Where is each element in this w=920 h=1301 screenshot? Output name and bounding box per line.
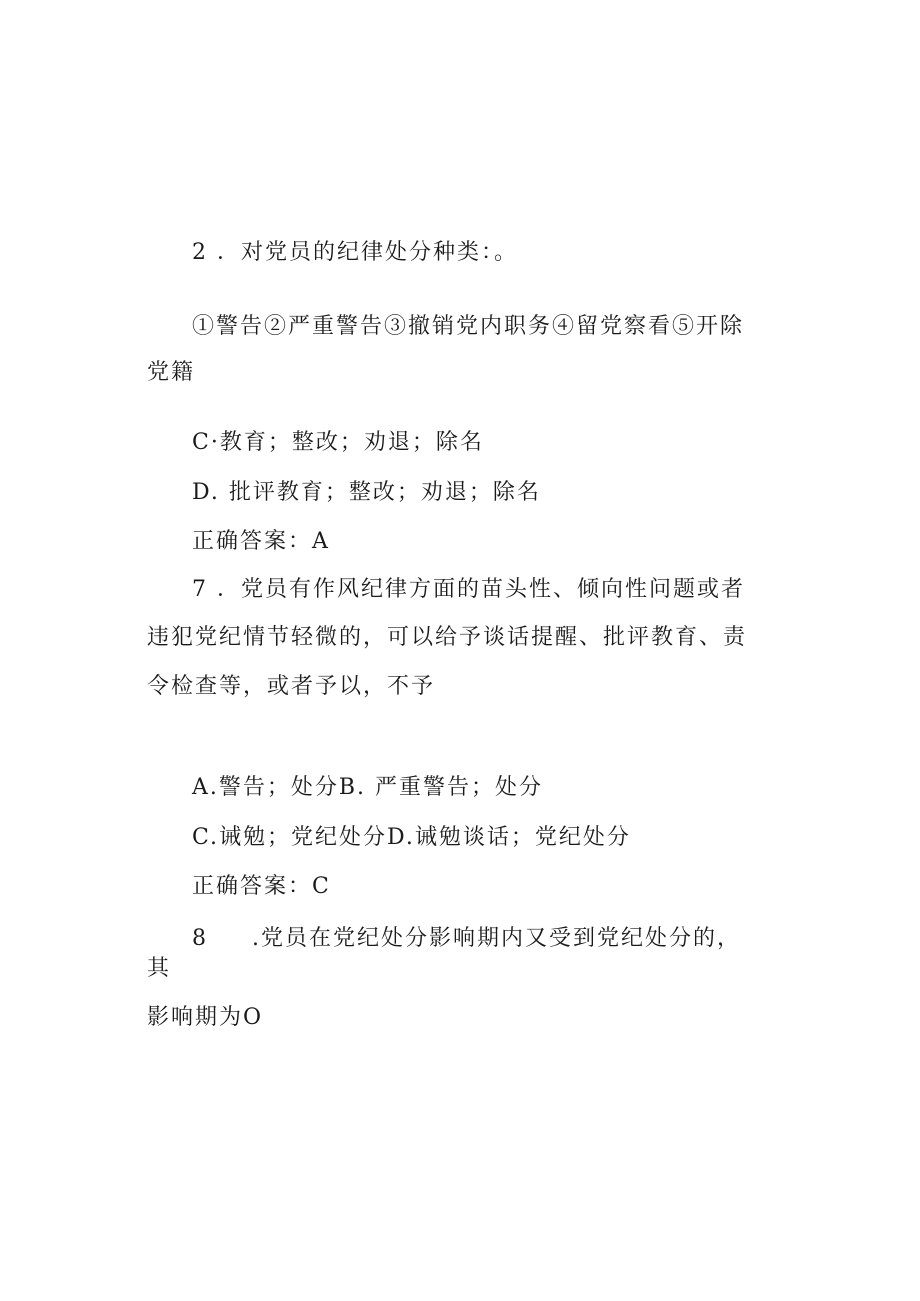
question-8-stem-wrap: 其 bbox=[147, 956, 172, 981]
question-2-option-list-continued: 党籍 bbox=[147, 360, 196, 385]
question-number: 8 bbox=[192, 926, 208, 951]
question-7-stem-line-3: 令检查等，或者予以，不予 bbox=[147, 674, 436, 699]
question-8-stem bbox=[192, 924, 741, 954]
question-7-stem: 7 ．党员有作风纪律方面的苗头性、倾向性问题或者 bbox=[192, 577, 745, 602]
question-option-d: D. 批评教育；整改；劝退；除名 bbox=[192, 480, 541, 505]
answer-line: 正确答案：A bbox=[192, 529, 330, 554]
question-8-stem-text: .党员在党纪处分影响期内又受到党纪处分的， bbox=[252, 926, 741, 951]
question-8-stem-line-2: 影响期为O bbox=[147, 1005, 264, 1030]
question-2-stem: 2 ．对党员的纪律处分种类：。 bbox=[192, 240, 518, 265]
question-option-c: C·教育；整改；劝退；除名 bbox=[192, 430, 484, 455]
question-7-options-cd: C.诫勉；党纪处分D.诫勉谈话；党纪处分 bbox=[192, 825, 631, 850]
question-7-stem-line-2: 违犯党纪情节轻微的，可以给予谈话提醒、批评教育、责 bbox=[147, 625, 748, 650]
question-2-option-list: ①警告②严重警告③撤销党内职务④留党察看⑤开除 bbox=[192, 314, 745, 339]
answer-line: 正确答案：C bbox=[192, 874, 331, 899]
question-7-options-ab: A.警告；处分B. 严重警告；处分 bbox=[192, 775, 544, 800]
